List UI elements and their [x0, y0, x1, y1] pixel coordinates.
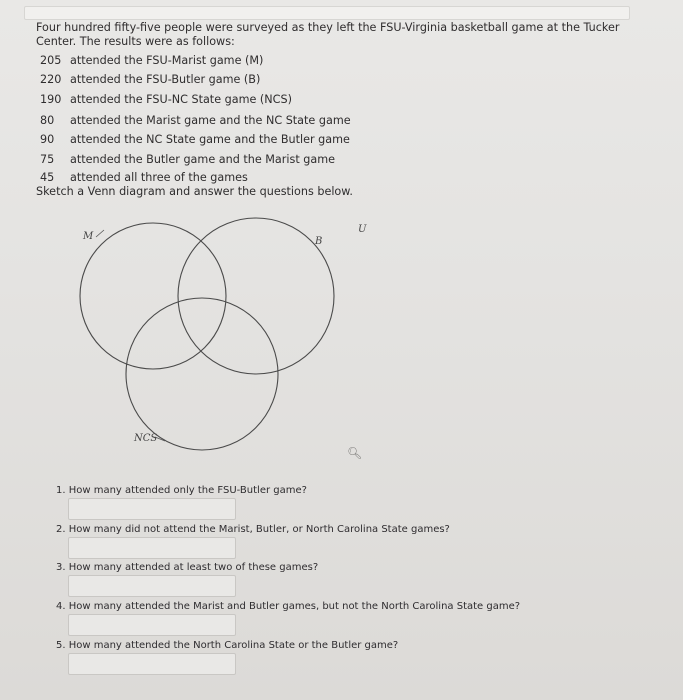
- label-b: B: [315, 236, 323, 247]
- question-2: 2. How many did not attend the Marist, Butler, or North Carolina State games?: [56, 524, 450, 535]
- data-text: attended the NC State game and the Butler game: [70, 133, 350, 146]
- data-text: attended the Marist game and the NC State game: [70, 114, 351, 127]
- data-text: attended the FSU-Marist game (M): [70, 54, 264, 67]
- data-count: 205: [40, 54, 62, 67]
- data-count: 80: [40, 114, 55, 127]
- data-text: attended the FSU-Butler game (B): [70, 73, 261, 86]
- data-count: 45: [40, 171, 55, 184]
- question-5: 5. How many attended the North Carolina State or the Butler game?: [56, 640, 399, 651]
- answer-input-5[interactable]: [68, 653, 236, 675]
- answer-input-2[interactable]: [68, 537, 236, 559]
- label-ncs: NCS: [134, 433, 158, 444]
- answer-input-3[interactable]: [68, 575, 236, 597]
- question-1: 1. How many attended only the FSU-Butler game?: [56, 485, 307, 496]
- magnifier-icon[interactable]: 🔍︎: [347, 446, 363, 460]
- label-m: M: [83, 231, 94, 242]
- data-count: 75: [40, 153, 55, 166]
- label-universe: U: [358, 224, 367, 235]
- answer-input-4[interactable]: [68, 614, 236, 636]
- data-count: 90: [40, 133, 55, 146]
- circle-marist: [80, 223, 226, 369]
- question-4: 4. How many attended the Marist and Butler games, but not the North Carolina State game?: [56, 601, 521, 612]
- label-m-leader: [96, 230, 104, 237]
- data-count: 220: [40, 73, 62, 86]
- question-3: 3. How many attended at least two of these games?: [56, 562, 319, 573]
- data-text: attended the FSU-NC State game (NCS): [70, 93, 292, 106]
- data-count: 190: [40, 93, 62, 106]
- data-text: attended the Butler game and the Marist game: [70, 153, 335, 166]
- problem-intro: Four hundred fifty-five people were surveyed as they left the FSU-Virginia basketball game at the Tucker Center. The results were as follows:: [36, 21, 620, 48]
- data-text: attended all three of the games: [70, 171, 248, 184]
- instruction-text: Sketch a Venn diagram and answer the questions below.: [36, 185, 353, 198]
- answer-input-1[interactable]: [68, 498, 236, 520]
